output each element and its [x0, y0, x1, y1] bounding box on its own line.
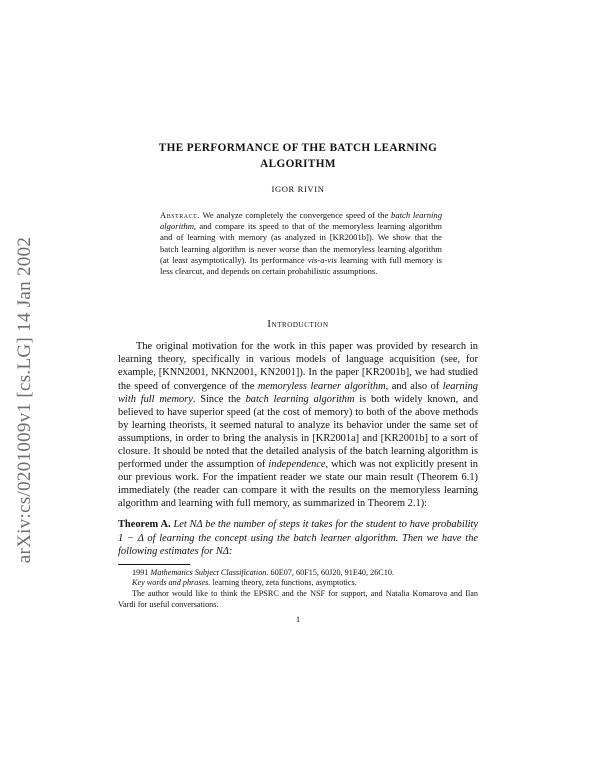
abstract-emph-1: batch learning algorithm	[160, 210, 442, 232]
msc-year: 1991	[132, 567, 151, 577]
intro-text-4: is both widely known, and believed to have superior speed (at the cost of memory) to both of the above methods by learning theorists, it seemed natural to analyze its behavior under the same set of assumptions, in order to bring the analysis in [KR2001a] and [KR2001b] to a sort of closure. It should be noted that the detailed analysis of the batch learning algorithm is performed under the assumption of	[118, 393, 479, 471]
author-name: IGOR RIVIN	[271, 184, 325, 194]
title-line-1: THE PERFORMANCE OF THE BATCH LEARNING	[158, 142, 438, 154]
intro-emph-3: batch learning algorithm	[245, 393, 355, 405]
intro-text-2: , and also of	[385, 380, 443, 392]
keywords-label: Key words and phrases.	[132, 578, 211, 588]
title-line-2: ALGORITHM	[260, 158, 336, 170]
paper-title	[118, 140, 478, 172]
intro-text-1: The original motivation for the work in this paper was provided by research in learning theory, specifically in various models of language acquisition (see, for example, [KNN2001, NKN2001, KN2001]). In the paper [KR2001b], we had studied the speed of convergence of the	[118, 341, 478, 392]
intro-text-5: , which was not explicitly present in our previous work. For the impatient reader we state our main result (Theorem 6.1) immediately (the reader can compare it with the results on the memoryless learning algorithm and learning with full memory, as summarized in Theorem 2.1):	[118, 459, 478, 510]
keywords-text: learning theory, zeta functions, asymptotics.	[210, 578, 357, 588]
msc-label: Mathematics Subject Classification.	[150, 567, 269, 577]
footnote-thanks: The author would like to think the EPSRC and the NSF for support, and Natalia Komarova and Ilan Vardi for useful conversations.	[118, 588, 478, 609]
intro-text-3: . Since the	[192, 393, 246, 405]
arxiv-identifier: arXiv:cs/0201009v1 [cs.LG] 14 Jan 2002	[14, 236, 35, 564]
footnote-keywords	[118, 578, 478, 589]
arxiv-sidebar	[0, 160, 50, 640]
msc-codes: 60E07, 60F15, 60J20, 91E40, 26C10.	[268, 567, 395, 577]
intro-emph-1: memoryless learner algorithm	[257, 380, 386, 392]
introduction-paragraph	[118, 340, 478, 510]
theorem-a	[118, 518, 478, 557]
abstract-emph-2: vis-a-vis	[307, 254, 337, 265]
theorem-label: Theorem A.	[118, 519, 171, 531]
intro-emph-4: independence	[268, 459, 326, 471]
abstract	[160, 210, 442, 277]
abstract-label: Abstract.	[160, 210, 200, 220]
abstract-text-3: learning with full memory is less clearcut, and depends on certain probabilistic assumptions.	[160, 254, 442, 277]
footnote-msc	[118, 568, 478, 579]
theorem-statement: Let NΔ be the number of steps it takes for the student to have probability 1 − Δ of learning the concept using the batch learner algorithm. Then we have the following estimates for NΔ:	[118, 519, 478, 557]
abstract-text-1: We analyze completely the convergence speed of the	[199, 210, 392, 220]
page-number: 1	[295, 614, 301, 625]
abstract-text-2: , and compare its speed to that of the memoryless learning algorithm and of learning with memory (as analyzed in [KR2001b]). We show that the batch learning algorithm is never worse than the memoryless learning algorithm (at least asymptotically). Its performance	[160, 221, 442, 265]
section-heading-introduction: Introduction	[267, 319, 329, 331]
paper-page	[118, 140, 478, 624]
intro-emph-2: learning with full memory	[118, 380, 478, 405]
footnotes	[118, 568, 478, 610]
footnote-rule	[118, 564, 190, 565]
